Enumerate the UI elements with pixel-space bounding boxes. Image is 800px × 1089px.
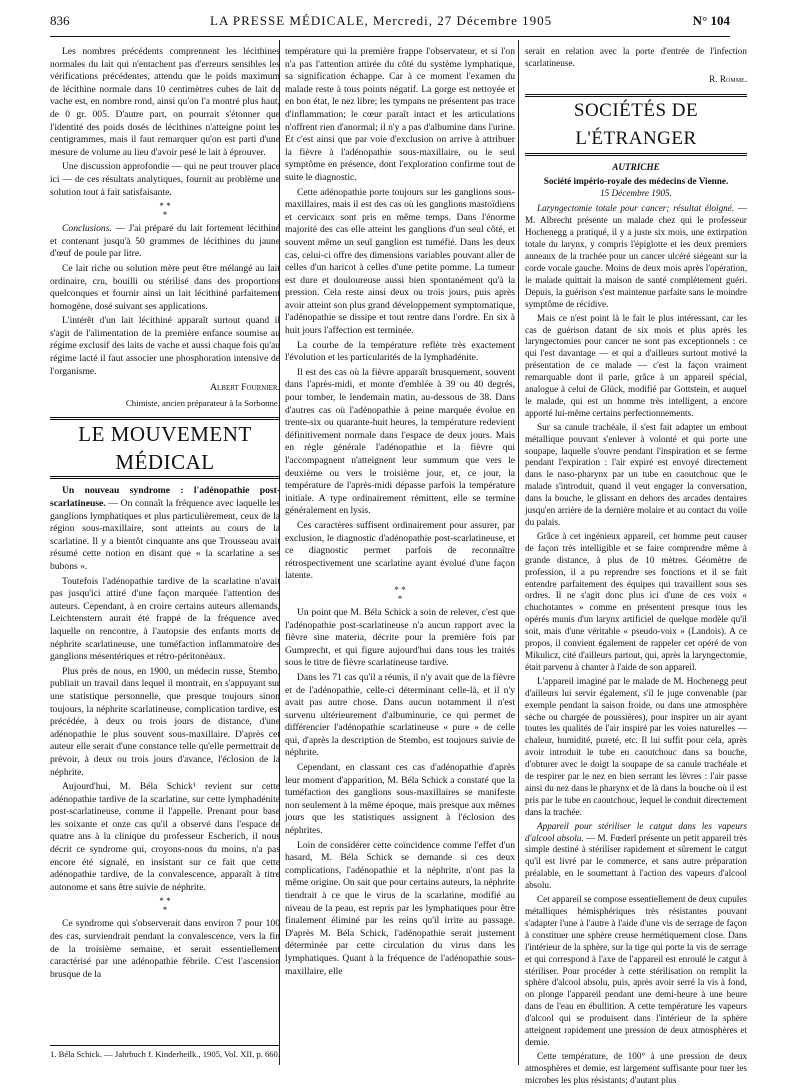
paragraph: Cependant, en classant ces cas d'adénopathie d'après leur moment d'apparition, M. Béla Schick a constaté que la tuméfaction des ganglions sous-maxillaires se manifeste non seulement à la même époque, mais presque aux mêmes jours que les statistiques assignent à l'éclosion des néphrites. <box>285 762 515 837</box>
paragraph: Un point que M. Béla Schick a soin de relever, c'est que l'adénopathie post-scarlatineuse n'a aucun rapport avec la fièvre sine materia, décrite pour la première fois par Gumprecht, et qui figure aujourd'hui dans tous les traités sous le titre de fièvre scarlatineuse tardive. <box>285 606 515 669</box>
society-name: Société império-royale des médecins de Vienne. <box>543 175 729 186</box>
paragraph: Loin de considérer cette coïncidence comme l'effet d'un hasard, M. Béla Schick se demande si ces deux complications, l'adénopathie et la néphrite, n'ont pas la même origine. On sait que pour certains auteurs, la néphrite tiendrait à ce que le virus de la scarlatine, modifié au niveau de la peau, est repris par les lymphatiques pour être finalement éliminé par les reins qu'il irrite au passage. D'après M. Béla Schick, l'adénopathie serait justement déterminée par cette circulation du virus dans les lymphatiques. Quant à la fréquence de l'adénopathie sous-maxillaire, elle <box>285 839 515 977</box>
author-signature: Albert Fournier. <box>210 382 280 394</box>
column-2 <box>285 46 515 980</box>
paragraph: Cette température, de 100° à une pression de deux atmosphères et demie, est largement suffisante pour tuer les microbes les plus résistants; d'autant plus <box>525 1050 747 1085</box>
paragraph: Aujourd'hui, M. Béla Schick¹ revient sur cette adénopathie tardive de la scarlatine, sur cette lymphadénite post-scarlatineuse, comme il l'appelle. Prenant pour base les soixante et onze cas qu'il a observé dans l'espace de quatre ans à la clinique du professeur Escherich, il nous décrit ce syndrome qui, croyons-nous du moins, n'a pas encore été signalé, en insistant sur ce fait que cette adénopathie tardive, de la convalescence, apparaît à titre autonome et sans être suivie de néphrite. <box>50 781 280 893</box>
paragraph-text: — J'ai préparé du lait fortement lécithiné et contenant jusqu'à 50 grammes de lécithines du jaune d'œuf de poule par litre. <box>50 223 280 260</box>
paragraph: Plus près de nous, en 1900, un médecin russe, Stembo, publiait un travail dans lequel il montrait, en s'appuyant sur une statistique personnelle, que presque toujours sinon toujours, la néphrite scarlatineuse, complication tardive, est précédée, à deux ou trois jours de distance, d'une adénopathie le plus souvent sous-maxillaire. D'après cet auteur elle serait d'une constance telle qu'elle permettrait de prévoir, à deux ou trois jours d'avance, l'éclosion de la néphrite. <box>50 665 280 778</box>
article-title: Appareil pour stériliser le catgut dans les vapeurs d'alcool absolu. <box>525 820 747 843</box>
column-divider <box>518 40 519 1065</box>
paragraph: température qui la première frappe l'observateur, et si l'on n'a pas l'attention attirée du côté du système lymphatique, sa signification échappe. Car à ce moment l'examen du malade reste à tous points négatif. La gorge est nettoyée et en bon état, le nez libre; les tympans ne présentent pas trace d'inflammation; le cœur paraît intact et les articulations n'offrent rien d'anormal; il n'y a pas d'albumine dans l'urine. Et c'est ainsi que par voie d'exclusion on arrive à attribuer la fièvre à l'adénopathie sous-maxillaire, ou le seul symptôme en présence, dont l'exploration confirme tout de suite le diagnostic. <box>285 46 515 183</box>
paragraph-text: — M. Albrecht présente un malade chez qui le professeur Hochenegg a pratiqué, il y a juste six mois, une extirpation totale du larynx, y compris l'épiglotte et les deux premiers anneaux de la trachée pour un cancer ulcéré siégeant sur la corde vocale gauche. Moins de deux mois après l'opération, le malade quittait la maison de santé complètement guéri. Depuis, la guérison s'est maintenue parfaite sans le moindre symptôme de récidive. <box>525 203 747 309</box>
paragraph: Il est des cas où la fièvre apparaît brusquement, souvent dans l'après-midi, et monte d'emblée à 39 ou 40 degrés, pour tomber, le lendemain matin, au-dessous de 38. Dans d'autres cas où l'adénopathie à peine marquée évolue en trente-six ou quarante-huit heures, la température redevient définitivement normale dans l'espace de deux jours. Mais en règle générale l'adénopathie et la fièvre qui l'accompagnent n'atteignent leur summum que vers le deuxième ou vers le troisième jour, et, ce jour, la température de l'après-midi dépasse parfois la température initiale. A type ordinairement rémittent, elle se termine généralement en lysis. <box>285 366 515 517</box>
column-3 <box>525 46 747 1089</box>
paragraph <box>525 821 747 892</box>
footnote: 1. Béla Schick. — Jahrbuch f. Kinderheilk., 1905, Vol. XII, p. 660. <box>50 1045 280 1060</box>
author-signature: R. Romme. <box>709 73 747 84</box>
section-heading: LE MOUVEMENT MÉDICAL <box>50 417 280 479</box>
section-separator: * * * <box>394 584 406 604</box>
paragraph: Les nombres précédents comprennent les lécithines normales du lait qui n'entachent pas d'erreurs sensibles les vérifications précédentes, attendu que le poids maximum de lécithine normale dans 10 centimètres cubes de lait de vache est, en nombre rond, ainsi qu'on l'a montré plus haut, de 0 gr. 005. D'autre part, on pourrait s'étonner que l'identité des poids dosés de lécithines n'atteigne point les centigrammes, mais il faut remarquer qu'on est parti d'une mesure de volume au lieu d'avoir pesé le lait à éprouver. <box>50 46 280 158</box>
section-heading: SOCIÉTÉS DE L'ÉTRANGER <box>525 94 747 156</box>
paragraph: Mais ce n'est point là le fait le plus intéressant, car les cas de guérison datant de six mois et plus après les laryngectomies pour cancer ne sont pas exceptionnels : ce qui l'est davantage — et qui a d'ailleurs surtout motivé la présentation de ce malade — c'est la façon vraiment remarquable dont il parle, grâce à un appareil spécial, analogue à celui de Glück, modifié par Gottstein, et auquel le malade, qui est un homme très intelligent, a encore apporté lui-même certains perfectionnements. <box>525 312 747 418</box>
paragraph: La courbe de la température reflète très exactement l'évolution et les particularités de la lymphadénite. <box>285 339 515 364</box>
paragraph: serait en relation avec la porte d'entrée de l'infection scarlatineuse. <box>525 46 747 68</box>
article-title: Laryngectomie totale pour cancer; résultat éloigné. <box>537 203 735 214</box>
page-header <box>50 12 730 37</box>
paragraph <box>525 203 747 310</box>
paragraph: Sur sa canule trachéale, il s'est fait adapter un embout métallique pouvant s'enlever à volonté et qui porte une soupape, laquelle s'ouvre pendant l'inspiration et se ferme pendant l'expiration : l'air expiré est envoyé directement dans le naso-pharynx par un tube en caoutchouc que le malade s'introduit, quand il veut engager la conversation, dans la bouche, le glissant en dehors des arcades dentaires jusqu'en arrière de la dernière molaire et au contact du voile du palais. <box>525 421 747 527</box>
paragraph: Dans les 71 cas qu'il a réunis, il n'y avait que de la fièvre et de l'adénopathie, celle-ci déterminant celle-là, et il n'y avait pas autre chose. Dans aucun notamment il n'est survenu ultérieurement d'albuminurie, ce qui permet de différencier l'adénopathie scarlatineuse « pure » de celle qui, d'après la description de Stembo, est toujours suivie de néphrite. <box>285 671 515 759</box>
paragraph: Une discussion approfondie — qui ne peut trouver place ici — de ces résultats analytiques, fournit au problème une solution tout à fait satisfaisante. <box>50 161 280 198</box>
paragraph: Ces caractères suffisent ordinairement pour assurer, par exclusion, le diagnostic d'adénopathie post-scarlatineuse, et ce diagnostic permet parfois de reconnaître rétrospectivement une scarlatine ayant évolué d'une façon latente. <box>285 519 515 582</box>
paragraph: Grâce à cet ingénieux appareil, cet homme peut causer de façon très intelligible et se faire comprendre même à grande distance, à plus de 10 mètres. Géomètre de profession, il a pu reprendre ses fonctions et il se fait entendre parfaitement des équipes qui travaillent sous ses ordres. Il ne s'agit donc plus ici d'une de ces voix « chuchotantes » comme en présentent presque tous les opérés munis d'un larynx artificiel de quelque modèle qu'il soit, mais d'une véritable « pseudo-voix » (Landois). A ce propos, il convient également de rappeler cet opéré de von Mikulicz, cité d'ailleurs partout, qui, après la laryngectomie, était parvenu à chanter à l'aide de son appareil. <box>525 530 747 672</box>
lead-label: Conclusions. <box>62 223 112 235</box>
paragraph <box>50 223 280 261</box>
paragraph: L'appareil imaginé par le malade de M. Hochenegg peut d'ailleurs lui servir également, s'il le juge convenable (par exemple pendant la saison froide, ou dans une atmosphère sèche ou chargée de poussières), pour inspirer un air ayant toutes les qualités de l'air inspiré par les voies naturelles — chaleur, humidité, pureté, etc. Il lui suffit pour cela, après avoir introduit le tube en caoutchouc dans sa bouche, d'obturer avec le doigt la soupape de sa canule trachéale et de respirer par le nez en bien serrant les lèvres : l'air passe ainsi du nez dans le pharynx et de là dans la bouche où il est pris par le tube en caoutchouc, lequel le conduit directement dans la trachée. <box>525 675 747 817</box>
paragraph: Cette adénopathie porte toujours sur les ganglions sous-maxillaires, mais il est des cas où les ganglions mastoïdiens et cervicaux sont pris en même temps. Dans l'énorme majorité des cas elle atteint les ganglions d'un seul côté, et souvent même un seul ganglion est tuméfié. Dans les deux cas, celui-ci offre des dimensions variables pouvant aller de celles d'un haricot à celles d'une petite pomme. La tumeur est dure et douloureuse aussi bien spontanément qu'à la pression. Cela reste ainsi deux ou trois jours, puis après avoir atteint son plus grand développement symptomatique, l'adénopathie se dissipe et tout rentre dans l'ordre. En six à huit jours l'affection est terminée. <box>285 186 515 337</box>
paragraph-text: — M. Fœderl présente un petit appareil très simple destiné à stériliser rapidement et sûrement le catgut qu'il est livré par le commerce, et sans autre préparation préalable, en le soumettant à l'action des vapeurs d'alcool absolu. <box>525 832 747 891</box>
paragraph <box>50 485 280 573</box>
session-date: 15 Décembre 1905. <box>600 187 672 198</box>
article-title: Un nouveau syndrome : l'adénopathie post-scarlatineuse. <box>50 485 280 510</box>
section-separator: * * * <box>159 896 171 916</box>
issue-number: N° 104 <box>692 13 730 28</box>
paragraph: Ce syndrome qui s'observerait dans environ 7 pour 100 des cas, surviendrait pendant la convalescence, vers la fin de la troisième semaine, et serait essentiellement caractérisé par une adénopathie fébrile. C'est l'ascension brusque de la <box>50 918 280 980</box>
paragraph: Toutefois l'adénopathie tardive de la scarlatine n'avait pas jusqu'ici attiré d'une façon marquée l'attention des auteurs. Cependant, à en croire certains auteurs allemands, Leichtenstern aurait été frappé de la fréquence avec laquelle on rencontre, à l'autopsie des enfants morts de néphrite scarlatineuse, une tuméfaction inflammatoire des ganglions mésentériques et rétro-péritonéaux. <box>50 575 280 663</box>
page-number: 836 <box>50 13 70 28</box>
paragraph: Cet appareil se compose essentiellement de deux cupules métalliques hémisphériques très résistantes pouvant s'adapter l'une à l'autre à l'aide d'une vis de serrage de façon à constituer une sphère creuse hermétiquement close. Dans l'intérieur de la sphère, sur la tige qui porte la vis de serrage et qui correspond à l'axe de l'appareil est enroulé le catgut à stériliser. Pour procéder à cette stérilisation on remplit la sphère d'alcool absolu, puis, après avoir serré la vis à fond, on plonge l'appareil pendant une demi-heure à une heure dans de l'eau en ébullition. A cette température les vapeurs d'alcool qui se produisent dans l'intérieur de la sphère atteignent rapidement une pression de deux atmosphères et demie. <box>525 894 747 1047</box>
country-heading: AUTRICHE <box>612 161 660 172</box>
journal-title: LA PRESSE MÉDICALE, Mercredi, 27 Décembre 1905 <box>210 13 553 28</box>
column-1 <box>50 46 280 983</box>
paragraph: Ce lait riche ou solution mère peut être mélangé au lait ordinaire, cru, bouilli ou stérilisé dans des proportions quelconques et fournir ainsi un lait lécithiné parfaitement homogène, dosé suivant ses applications. <box>50 262 280 312</box>
paragraph-text: — On connaît la fréquence avec laquelle les ganglions lymphatiques et plus particulièrement, ceux de la région sous-maxillaire, sont atteints au cours de la scarlatine. Il y a bientôt cinquante ans que Trousseau avait résumé cette notion en disant que « la scarlatine a ses bubons ». <box>50 498 280 572</box>
paragraph: L'intérêt d'un lait lécithiné apparaît surtout quand il s'agit de l'alimentation de la première enfance soumise au régime exclusif des laits de vache et aussi chaque fois qu'au régime lacté il faut associer une phosphoration intensive de l'organisme. <box>50 315 280 377</box>
author-title: Chimiste, ancien préparateur à la Sorbonne. <box>125 397 280 408</box>
section-separator: * * * <box>159 201 171 221</box>
